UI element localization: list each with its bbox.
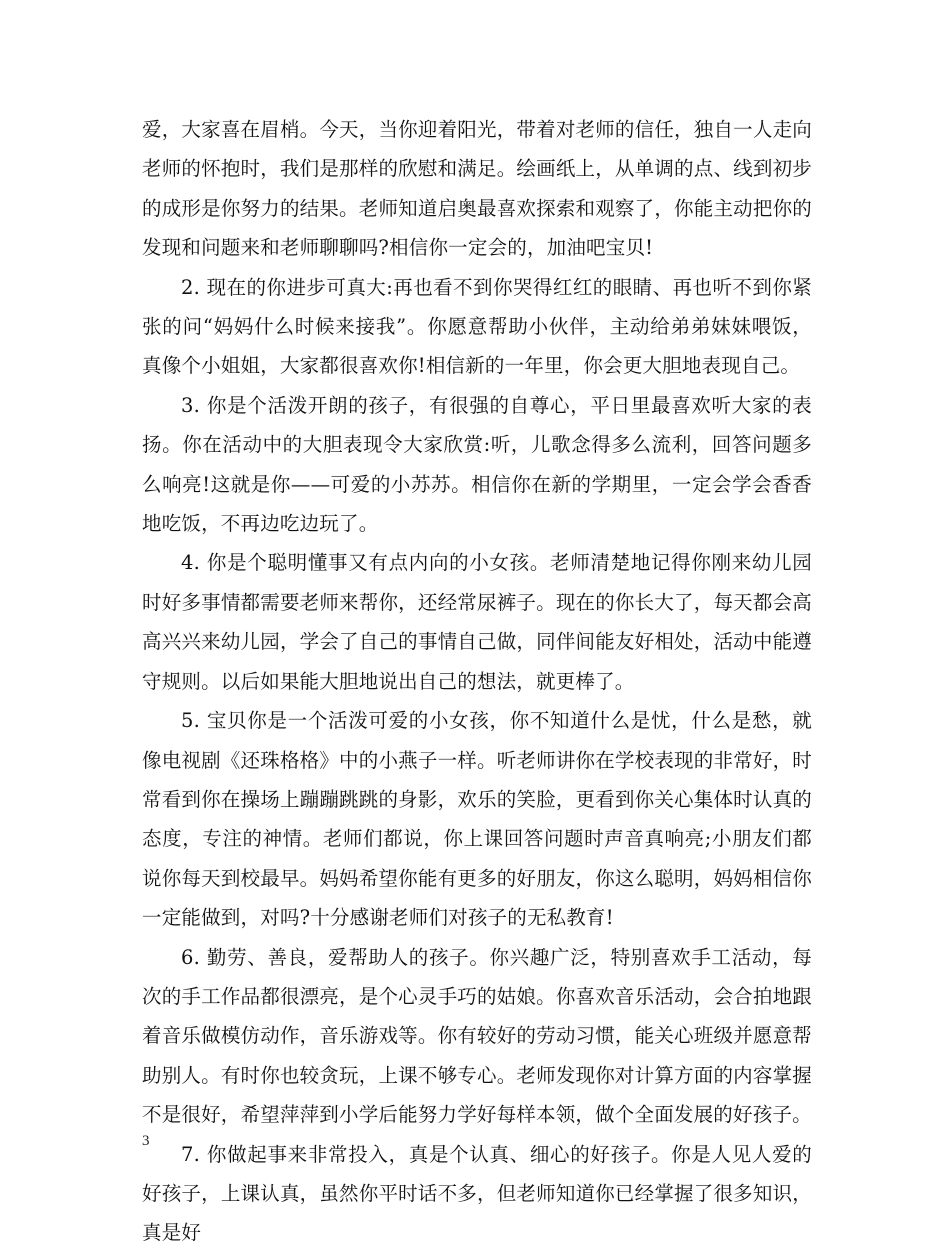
paragraph-continued: 爱，大家喜在眉梢。今天，当你迎着阳光，带着对老师的信任，独自一人走向老师的怀抱时，我们是那样的欣慰和满足。绘画纸上，从单调的点、线到初步的成形是你努力的结果。老师知道启奥最喜欢探索和观察了，你能主动把你的发现和问题来和老师聊聊吗?相信你一定会的，加油吧宝贝! [142, 118, 812, 260]
paragraph-item-7: 7. 你做起事来非常投入，真是个认真、细心的好孩子。你是人见人爱的好孩子，上课认真，虽然你平时话不多，但老师知道你已经掌握了很多知识，真是好 [142, 1142, 812, 1245]
paragraph-item-6: 6. 勤劳、善良，爱帮助人的孩子。你兴趣广泛，特别喜欢手工活动，每次的手工作品都很漂亮，是个心灵手巧的姑娘。你喜欢音乐活动，会合拍地跟着音乐做模仿动作，音乐游戏等。你有较好的劳动习惯，能关心班级并愿意帮助别人。有时你也较贪玩，上课不够专心。老师发现你对计算方面的内容掌握不是很好，希望萍萍到小学后能努力学好每样本领，做个全面发展的好孩子。 [142, 945, 812, 1127]
paragraph-item-5: 5. 宝贝你是一个活泼可爱的小女孩，你不知道什么是忧，什么是愁，就像电视剧《还珠格格》中的小燕子一样。听老师讲你在学校表现的非常好，时常看到你在操场上蹦蹦跳跳的身影，欢乐的笑脸，更看到你关心集体时认真的态度，专注的神情。老师们都说，你上课回答问题时声音真响亮;小朋友们都说你每天到校最早。妈妈希望你能有更多的好朋友，你这么聪明，妈妈相信你一定能做到，对吗?十分感谢老师们对孩子的无私教育! [142, 709, 812, 930]
paragraph-item-4: 4. 你是个聪明懂事又有点内向的小女孩。老师清楚地记得你刚来幼儿园时好多事情都需要老师来帮你，还经常尿裤子。现在的你长大了，每天都会高高兴兴来幼儿园，学会了自己的事情自己做，同伴间能友好相处，活动中能遵守规则。以后如果能大胆地说出自己的想法，就更棒了。 [142, 551, 812, 693]
paragraph-item-2: 2. 现在的你进步可真大:再也看不到你哭得红红的眼睛、再也听不到你紧张的问“妈妈什么时候来接我”。你愿意帮助小伙伴，主动给弟弟妹妹喂饭，真像个小姐姐，大家都很喜欢你!相信新的一年里，你会更大胆地表现自己。 [142, 275, 812, 378]
paragraph-item-3: 3. 你是个活泼开朗的孩子，有很强的自尊心，平日里最喜欢听大家的表扬。你在活动中的大胆表现令大家欣赏:听，儿歌念得多么流利，回答问题多么响亮!这就是你——可爱的小苏苏。相信你在新的学期里，一定会学会香香地吃饭，不再边吃边玩了。 [142, 393, 812, 536]
document-body [142, 110, 812, 1253]
page-number: 3 [142, 1133, 150, 1149]
